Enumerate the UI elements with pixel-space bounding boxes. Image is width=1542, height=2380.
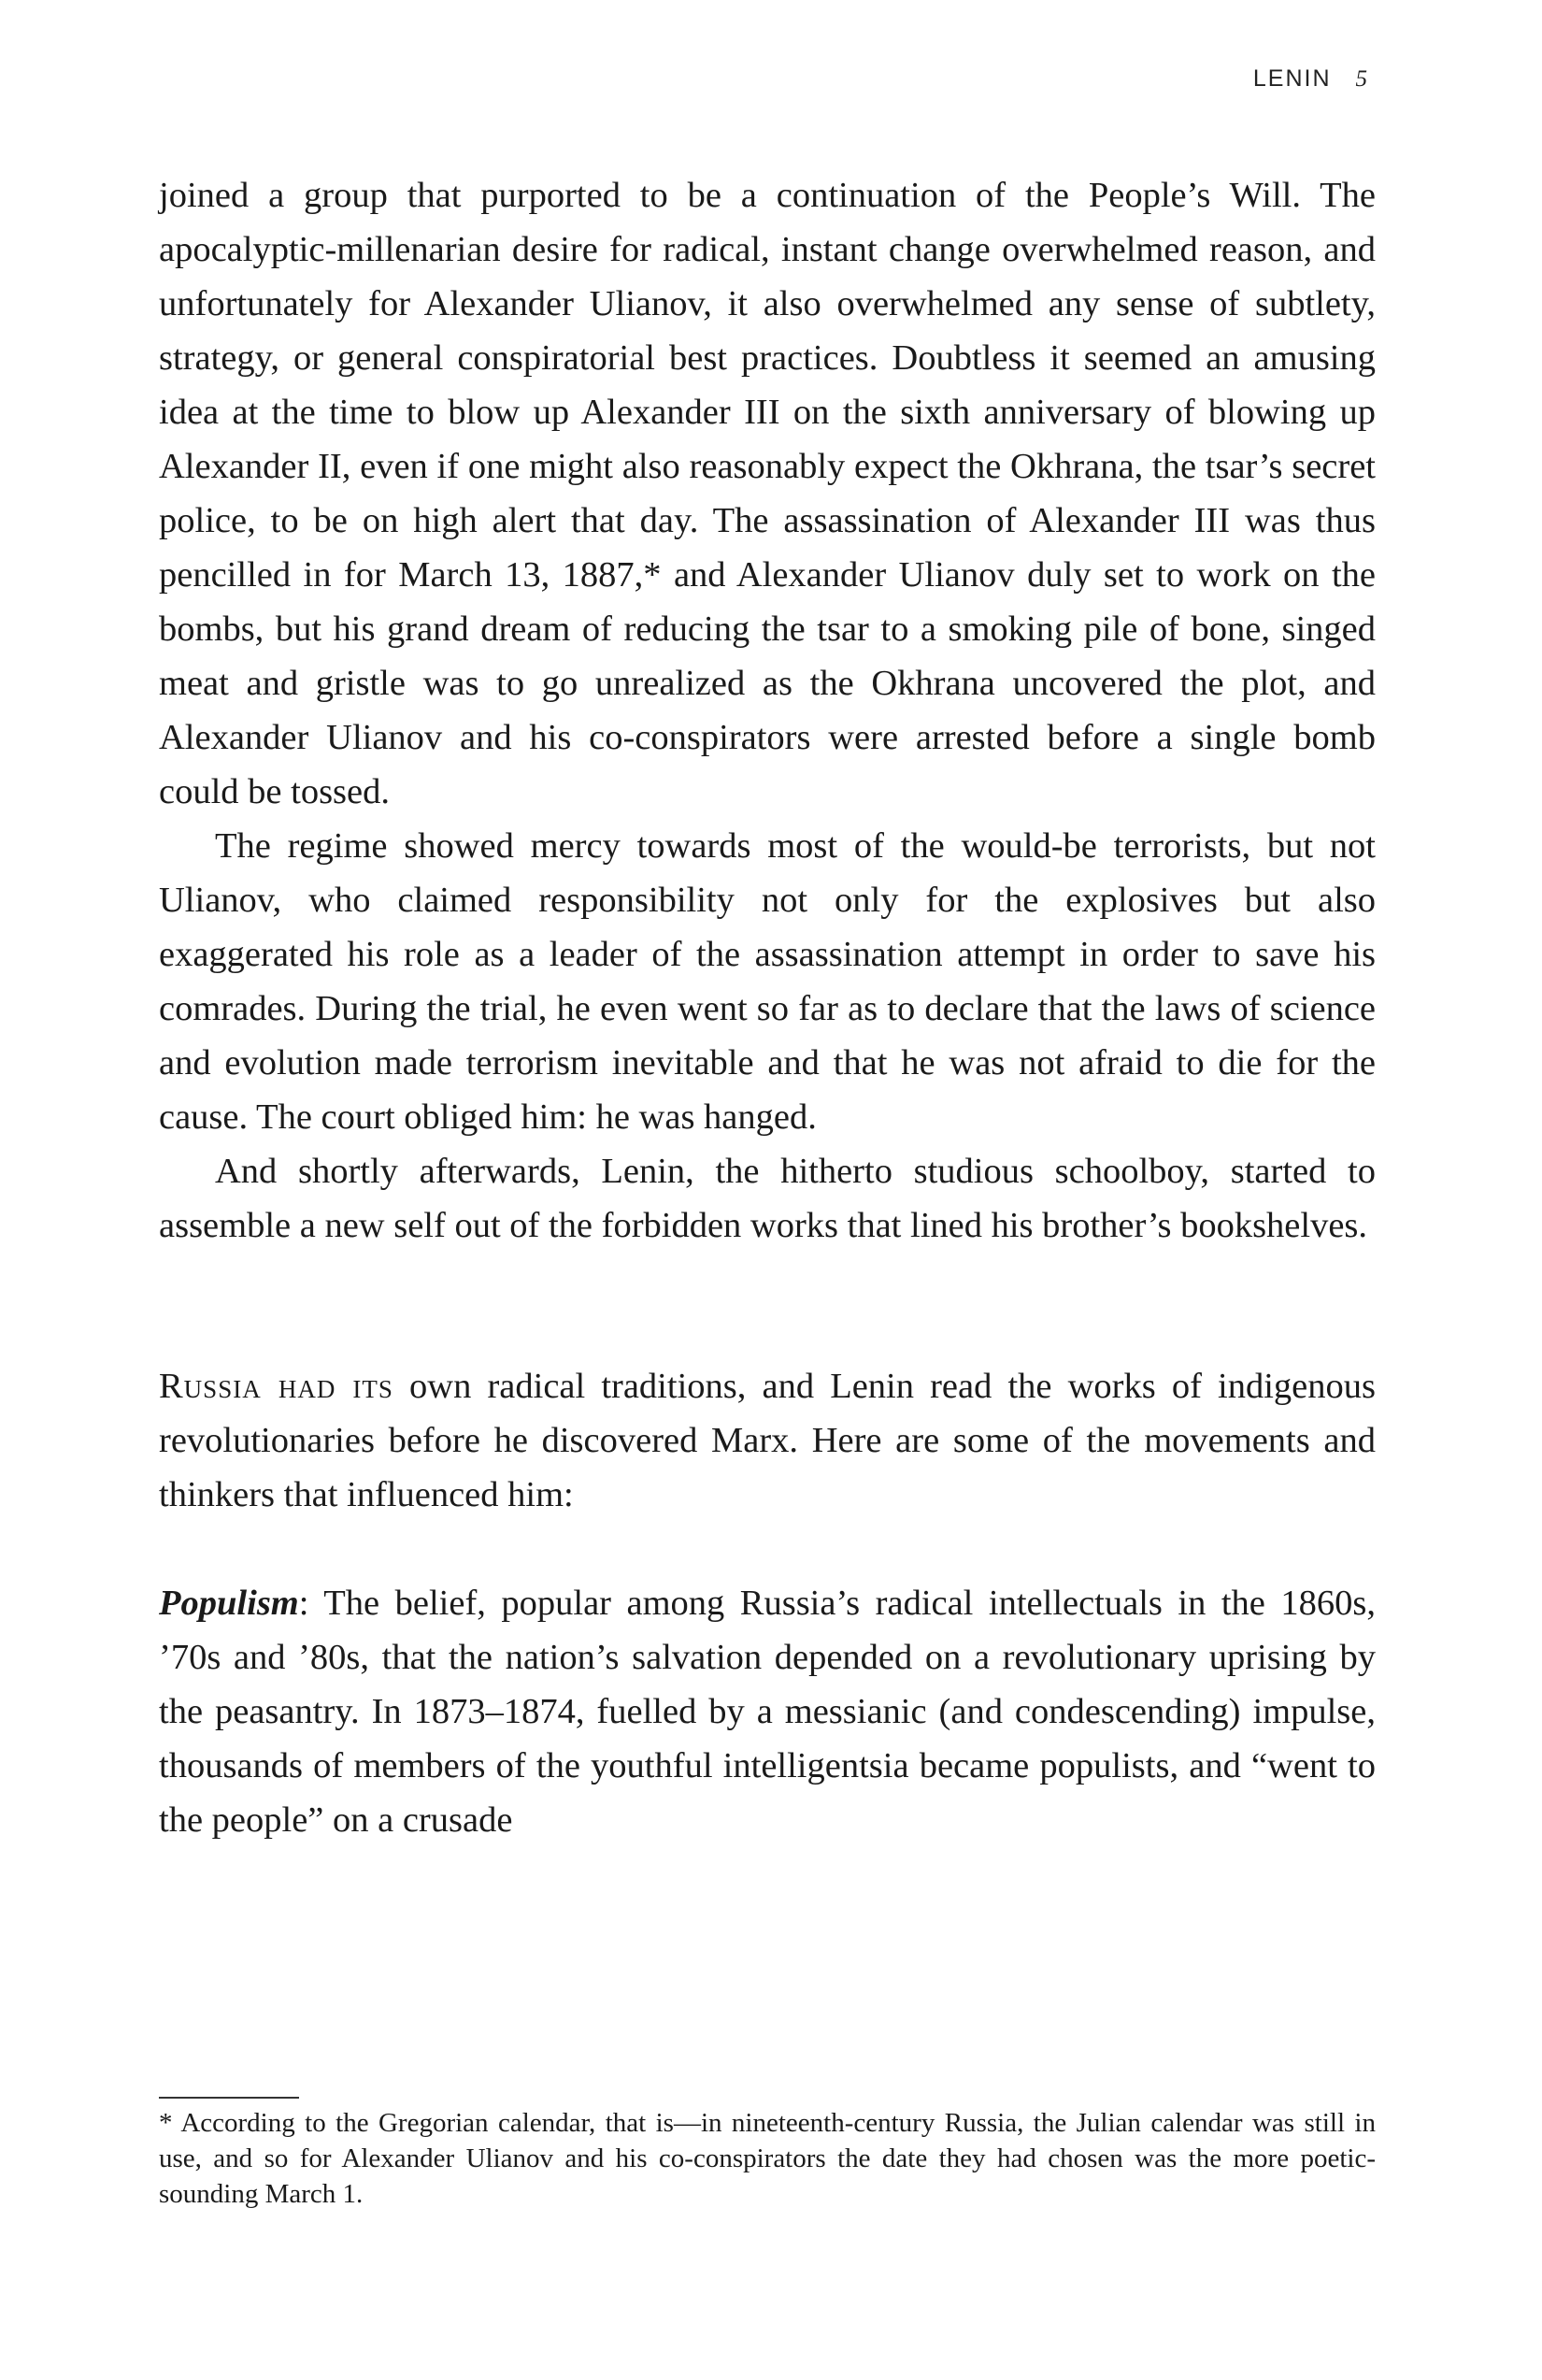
term-populism: Populism: [159, 1584, 299, 1623]
footnote: * According to the Gregorian calendar, that is—in nineteenth-century Russia, the Julian calendar was still in use, and so for Alexander Ulianov and his co-conspirators the date they had chosen was the more poetic-sounding March 1.: [159, 2108, 1376, 2209]
paragraph-3: And shortly afterwards, Lenin, the hitherto studious schoolboy, started to assemble a new self out of the forbidden works that lined his brother’s bookshelves.: [159, 1152, 1376, 1245]
body-text: [159, 168, 1376, 1847]
paragraph-1: joined a group that purported to be a continuation of the People’s Will. The apocalyptic-millenarian desire for radical, instant change overwhelmed reason, and unfortunately for Alexander Ulianov, it also overwhelmed any sense of subtlety, strategy, or general conspiratorial best practices. Doubtless it seemed an amusing idea at the time to blow up Alexander III on the sixth anniversary of blowing up Alexander II, even if one might also reasonably expect the Okhrana, the tsar’s secret police, to be on high alert that day. The assassination of Alexander III was thus pencilled in for March 13, 1887,* and Alexander Ulianov duly set to work on the bombs, but his grand dream of reducing the tsar to a smoking pile of bone, singed meat and gristle was to go unrealized as the Okhrana uncovered the plot, and Alexander Ulianov and his co-conspirators were arrested before a single bomb could be tossed.: [159, 176, 1376, 811]
paragraph-4-text: own radical traditions, and Lenin read the works of indigenous revolutionaries before he discovered Marx. Here are some of the movements and thinkers that influenced him:: [159, 1367, 1376, 1514]
page-number: 5: [1355, 66, 1367, 92]
paragraph-5: [159, 1576, 1376, 1847]
paragraph-5-text: : The belief, popular among Russia’s radical intellectuals in the 1860s, ’70s and ’80s, that the nation’s salvation depended on a revolutionary uprising by the peasantry. In 1873–1874, fuelled by a messianic (and condescending) impulse, thousands of members of the youthful intelligentsia became populists, and “went to the people” on a crusade: [159, 1584, 1376, 1840]
paragraph-4: [159, 1359, 1376, 1522]
running-header: [1253, 65, 1367, 93]
section-lead-in: Russia had its: [159, 1367, 393, 1406]
paragraph-2: The regime showed mercy towards most of the would-be terrorists, but not Ulianov, who claimed responsibility not only for the explosives but also exaggerated his role as a leader of the assassination attempt in order to save his comrades. During the trial, he even went so far as to declare that the laws of science and evolution made terrorism inevitable and that he was not afraid to die for the cause. The court obliged him: he was hanged.: [159, 826, 1376, 1137]
footnote-rule: [159, 2097, 299, 2099]
section-break: [159, 1253, 1376, 1359]
running-title: LENIN: [1252, 65, 1332, 92]
spacer: [159, 1522, 1376, 1576]
